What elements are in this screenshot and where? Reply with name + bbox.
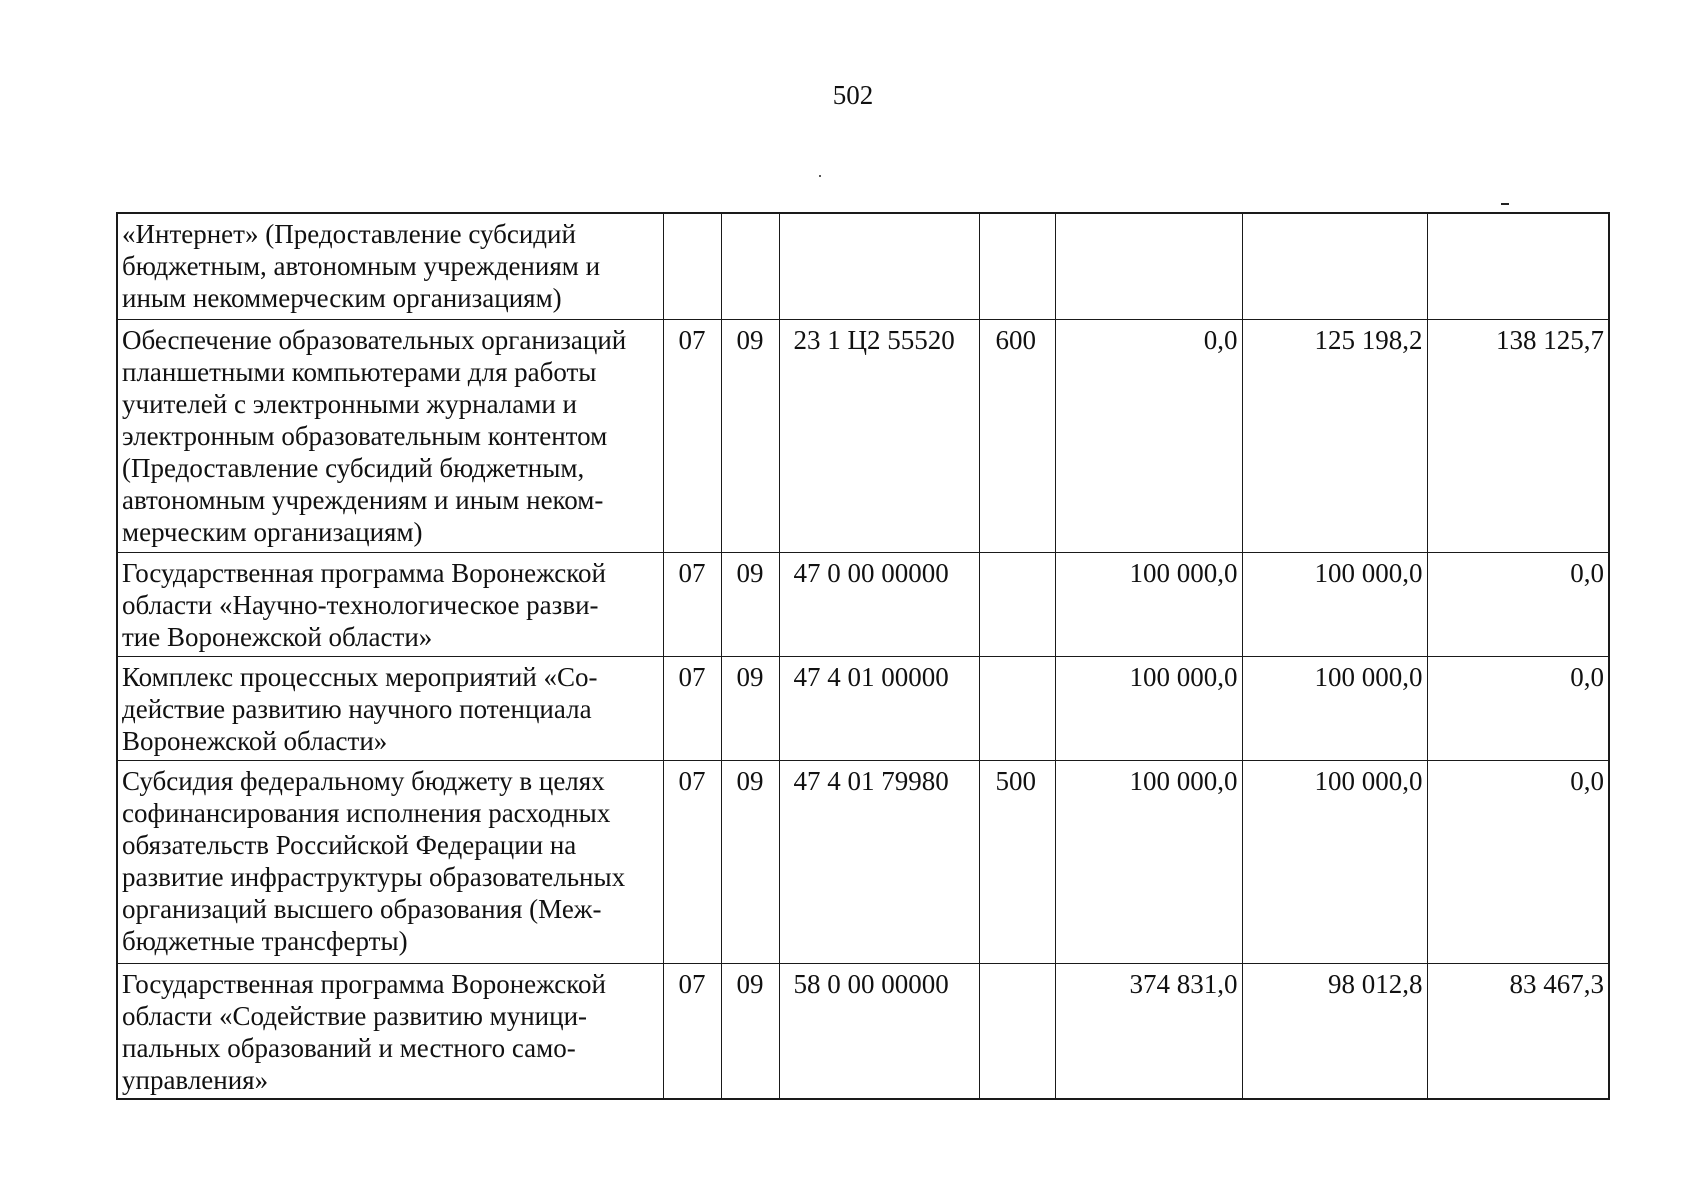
expense-name-line: организаций высшего образования (Меж-: [122, 893, 602, 924]
amount-cell-3: 0,0: [1427, 760, 1609, 963]
expense-name-line: бюджетные трансферты): [122, 925, 408, 956]
expense-name-line: управления»: [122, 1064, 269, 1095]
expense-name-line: планшетными компьютерами для работы: [122, 356, 597, 387]
expense-name-line: бюджетным, автономным учреждениям и: [122, 251, 601, 281]
expense-name-line: «Интернет» (Предоставление субсидий: [122, 219, 576, 249]
subsection-code-cell: 09: [721, 760, 779, 963]
expense-name-line: иным некоммерческим организациям): [122, 283, 562, 313]
amount-cell-3: 83 467,3: [1427, 963, 1609, 1099]
expense-name-line: тие Воронежской области»: [122, 621, 433, 652]
target-article-cell: 58 0 00 00000: [779, 963, 979, 1099]
expense-name-line: электронным образовательным контентом: [122, 420, 608, 451]
section-code-cell: 07: [663, 552, 721, 656]
subsection-code-cell: [721, 213, 779, 319]
target-article-cell: 23 1 Ц2 55520: [779, 319, 979, 552]
subsection-code-cell: 09: [721, 552, 779, 656]
expense-name-line: развитие инфраструктуры образовательных: [122, 861, 626, 892]
expense-type-cell: 500: [979, 760, 1055, 963]
expense-name-line: учителей с электронными журналами и: [122, 388, 577, 419]
expense-name-line: пальных образований и местного само-: [122, 1032, 576, 1063]
table-row: [117, 963, 1609, 1099]
expense-type-cell: [979, 552, 1055, 656]
target-article-cell: 47 4 01 00000: [779, 656, 979, 760]
amount-cell-1: 100 000,0: [1055, 656, 1242, 760]
expense-name-cell: [117, 552, 663, 656]
amount-cell-1: 100 000,0: [1055, 760, 1242, 963]
amount-cell-1: 0,0: [1055, 319, 1242, 552]
target-article-cell: 47 0 00 00000: [779, 552, 979, 656]
table-body: [117, 213, 1609, 1099]
table-row: [117, 213, 1609, 319]
expense-name-cell: [117, 656, 663, 760]
expense-name-line: области «Научно-технологическое разви-: [122, 589, 599, 620]
amount-cell-2: 100 000,0: [1242, 656, 1427, 760]
amount-cell-3: 0,0: [1427, 552, 1609, 656]
expense-name-line: Субсидия федеральному бюджету в целях: [122, 765, 605, 796]
section-code-cell: 07: [663, 656, 721, 760]
budget-table: [116, 212, 1610, 1100]
expense-name-line: Комплекс процессных мероприятий «Со-: [122, 661, 598, 692]
expense-name-line: области «Содействие развитию муници-: [122, 1000, 588, 1031]
target-article-cell: 47 4 01 79980: [779, 760, 979, 963]
expense-type-cell: [979, 963, 1055, 1099]
amount-cell-3: [1427, 213, 1609, 319]
table-row: [117, 319, 1609, 552]
amount-cell-1: 374 831,0: [1055, 963, 1242, 1099]
expense-name-cell: [117, 963, 663, 1099]
expense-type-cell: [979, 213, 1055, 319]
expense-name-line: действие развитию научного потенциала: [122, 693, 592, 724]
expense-name-line: Государственная программа Воронежской: [122, 557, 606, 588]
expense-name-line: мерческим организациям): [122, 516, 423, 547]
target-article-cell: [779, 213, 979, 319]
amount-cell-2: 100 000,0: [1242, 552, 1427, 656]
subsection-code-cell: 09: [721, 656, 779, 760]
expense-name-line: Воронежской области»: [122, 725, 388, 756]
amount-cell-2: 98 012,8: [1242, 963, 1427, 1099]
amount-cell-1: [1055, 213, 1242, 319]
amount-cell-2: 100 000,0: [1242, 760, 1427, 963]
amount-cell-1: 100 000,0: [1055, 552, 1242, 656]
expense-name-line: автономным учреждениям и иным неком-: [122, 484, 604, 515]
table-row: [117, 760, 1609, 963]
expense-name-cell: [117, 760, 663, 963]
section-code-cell: [663, 213, 721, 319]
subsection-code-cell: 09: [721, 319, 779, 552]
expense-name-line: Обеспечение образовательных организаций: [122, 324, 627, 355]
subsection-code-cell: 09: [721, 963, 779, 1099]
amount-cell-2: 125 198,2: [1242, 319, 1427, 552]
scan-speck: [819, 175, 821, 177]
scan-speck: [1501, 203, 1509, 205]
expense-name-line: софинансирования исполнения расходных: [122, 797, 611, 828]
section-code-cell: 07: [663, 760, 721, 963]
expense-name-cell: [117, 213, 663, 319]
section-code-cell: 07: [663, 963, 721, 1099]
expense-name-line: (Предоставление субсидий бюджетным,: [122, 452, 585, 483]
table-row: [117, 552, 1609, 656]
amount-cell-3: 0,0: [1427, 656, 1609, 760]
amount-cell-3: 138 125,7: [1427, 319, 1609, 552]
expense-name-cell: [117, 319, 663, 552]
section-code-cell: 07: [663, 319, 721, 552]
expense-name-line: обязательств Российской Федерации на: [122, 829, 577, 860]
table-row: [117, 656, 1609, 760]
expense-type-cell: 600: [979, 319, 1055, 552]
expense-type-cell: [979, 656, 1055, 760]
expense-name-line: Государственная программа Воронежской: [122, 968, 606, 999]
page-number: 502: [832, 80, 874, 110]
amount-cell-2: [1242, 213, 1427, 319]
